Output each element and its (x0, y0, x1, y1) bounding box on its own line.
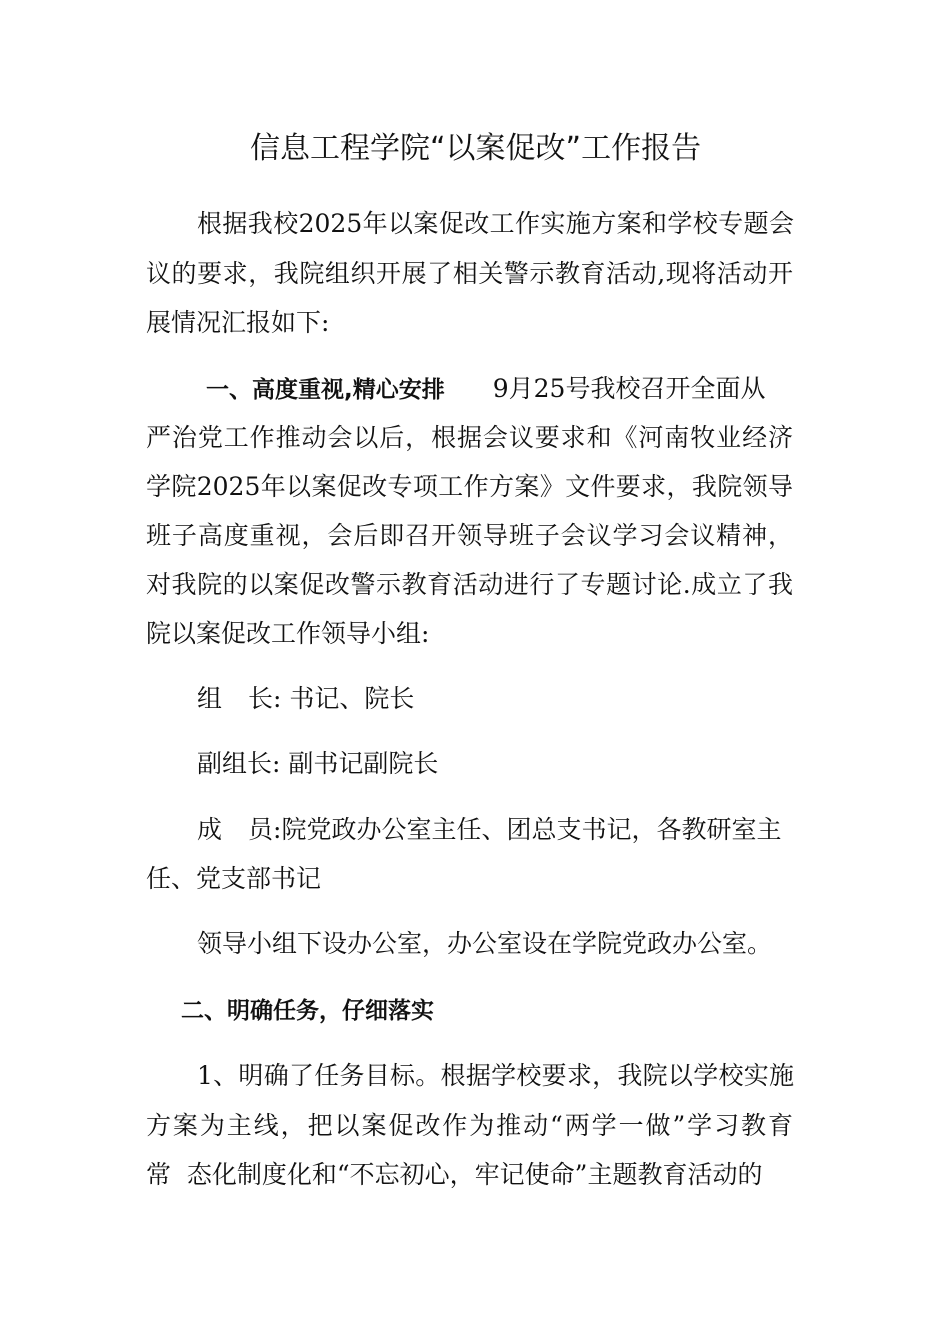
office-line: 领导小组下设办公室，办公室设在学院党政办公室。 (197, 929, 773, 958)
group-member-line-1 (197, 812, 781, 848)
section-1-line-6: 院以案促改工作领导小组: (146, 619, 430, 648)
section-1-first-line (206, 371, 765, 408)
group-member-label-b: 员:院党政办公室主任、团总支书记，各教研室主 (248, 815, 782, 844)
intro-line-2: 议的要求，我院组织开展了相关警示教育活动,现将活动开 (146, 259, 793, 288)
group-leader-line (197, 681, 414, 717)
group-member-label-a: 成 (197, 815, 223, 844)
intro-line-3: 展情况汇报如下: (146, 308, 330, 337)
group-leader-value: 书记、院长 (289, 684, 415, 713)
report-title: 信息工程学院“以案促改”工作报告 (250, 131, 702, 166)
group-deputy-label: 副组长: (197, 749, 281, 778)
section-2-line-3: 常 态化制度化和“不忘初心，牢记使命”主题教育活动的 (146, 1160, 763, 1189)
section-1-heading: 一、高度重视,精心安排 (206, 377, 445, 403)
section-1-line-3: 学院2025年以案促改专项工作方案》文件要求，我院领导 (146, 472, 793, 501)
section-2-line-1: 1、明确了任务目标。根据学校要求，我院以学校实施 (197, 1061, 794, 1090)
intro-line-1: 根据我校2025年以案促改工作实施方案和学校专题会 (197, 209, 794, 238)
section-1-line-5: 对我院的以案促改警示教育活动进行了专题讨论.成立了我 (146, 570, 793, 599)
section-1-first-line-text: 9月25号我校召开全面从 (492, 374, 766, 403)
group-leader-label-b: 长: (248, 684, 282, 713)
group-deputy-value: 副书记副院长 (288, 749, 439, 778)
group-deputy-line (197, 746, 438, 782)
section-1-line-2: 严治党工作推动会以后，根据会议要求和《河南牧业经济 (146, 423, 793, 452)
group-member-line-2: 任、党支部书记 (146, 864, 322, 893)
section-2-line-2: 方案为主线，把以案促改作为推动“两学一做”学习教育 (146, 1111, 793, 1140)
group-leader-label-a: 组 (197, 684, 223, 713)
section-2-heading: 二、明确任务，仔细落实 (181, 998, 434, 1024)
section-1-line-4: 班子高度重视，会后即召开领导班子会议学习会议精神， (146, 521, 793, 550)
